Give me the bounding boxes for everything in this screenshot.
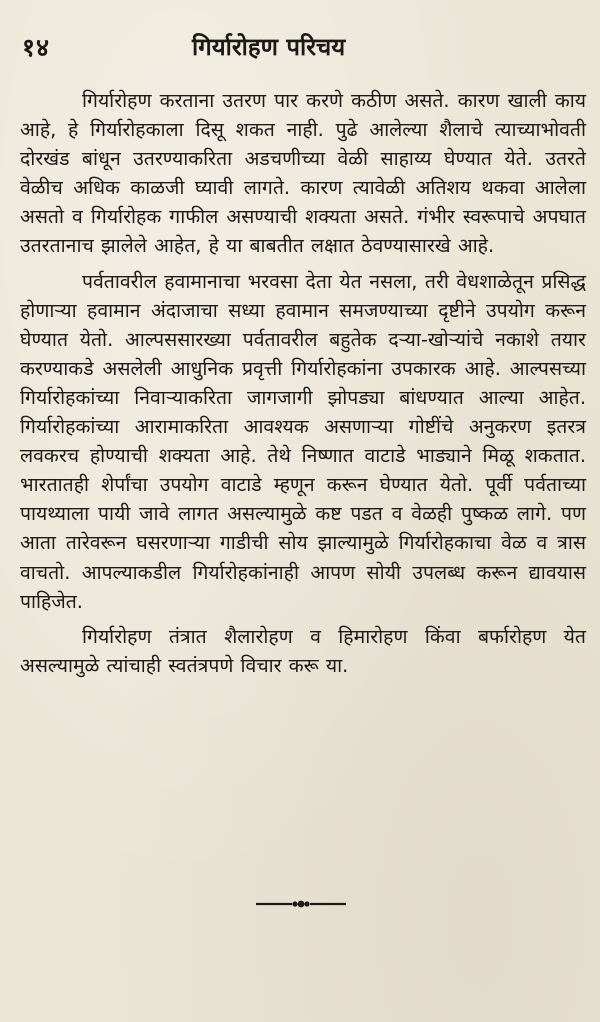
running-title: गिर्यारोहण परिचय (192, 33, 346, 61)
section-end-ornament-icon (256, 896, 346, 912)
paragraph-2: पर्वतावरील हवामानाचा भरवसा देता येत नसला, तरी वेधशाळेतून प्रसिद्ध होणाऱ्या हवामान अंदाजाचा सध्या हवामान समजण्याच्या दृष्टीने उपयोग करून घेण्यात येतो. आल्पससारख्या पर्वतावरील बहुतेक दऱ्या-खोऱ्यांचे नकाशे तयार करण्याकडे असलेली आधुनिक प्रवृत्ती गिर्यारोहकांना उपकारक आहे. आल्पसच्या गिर्यारोहकांच्या निवाऱ्याकरिता जागजागी झोपड्या बांधण्यात आल्या आहेत. गिर्यारोहकांच्या आरामाकरिता आवश्यक असणाऱ्या गोष्टींचे अनुकरण इतरत्र लवकरच होण्याची शक्यता आहे. तेथे निष्णात वाटाडे भाड्याने मिळू शकतात. भारतातही शेर्पांचा उपयोग वाटाडे म्हणून करून घेण्यात येतो. पूर्वी पर्वताच्या पायथ्याला पायी जावे लागत असल्यामुळे कष्ट पडत व वेळही पुष्कळ लागे. पण आता तारेवरून घसरणाऱ्या गाडीची सोय झाल्यामुळे गिर्यारोहकाचा वेळ व त्रास वाचतो. आपल्याकडील गिर्यारोहकांनाही आपण सोयी उपलब्ध करून द्यावयास पाहिजेत. (20, 269, 586, 613)
paragraph-3: गिर्यारोहण तंत्रात शैलारोहण व हिमारोहण किंवा बर्फारोहण येत असल्यामुळे त्यांचाही स्वतंत्रपणे विचार करू या. (20, 624, 586, 677)
paragraph-1: गिर्यारोहण करताना उतरण पार करणे कठीण असते. कारण खाली काय आहे, हे गिर्यारोहकाला दिसू शकत नाही. पुढे आलेल्या शैलाचे त्याच्याभोवती दोरखंड बांधून उतरण्याकरिता अडचणीच्या वेळी साहाय्य घेण्यात येते. उतरते वेळीच अधिक काळजी घ्यावी लागते. कारण त्यावेळी अतिशय थकवा आलेला असतो व गिर्यारोहक गाफील असण्याची शक्यता असते. गंभीर स्वरूपाचे अपघात उतरतानाच झालेले आहेत, हे या बाबतीत लक्षात ठेवण्यासारखे आहे. (20, 89, 586, 258)
page-number: १४ (22, 33, 51, 62)
body-text (20, 86, 586, 680)
page-header (22, 30, 582, 70)
